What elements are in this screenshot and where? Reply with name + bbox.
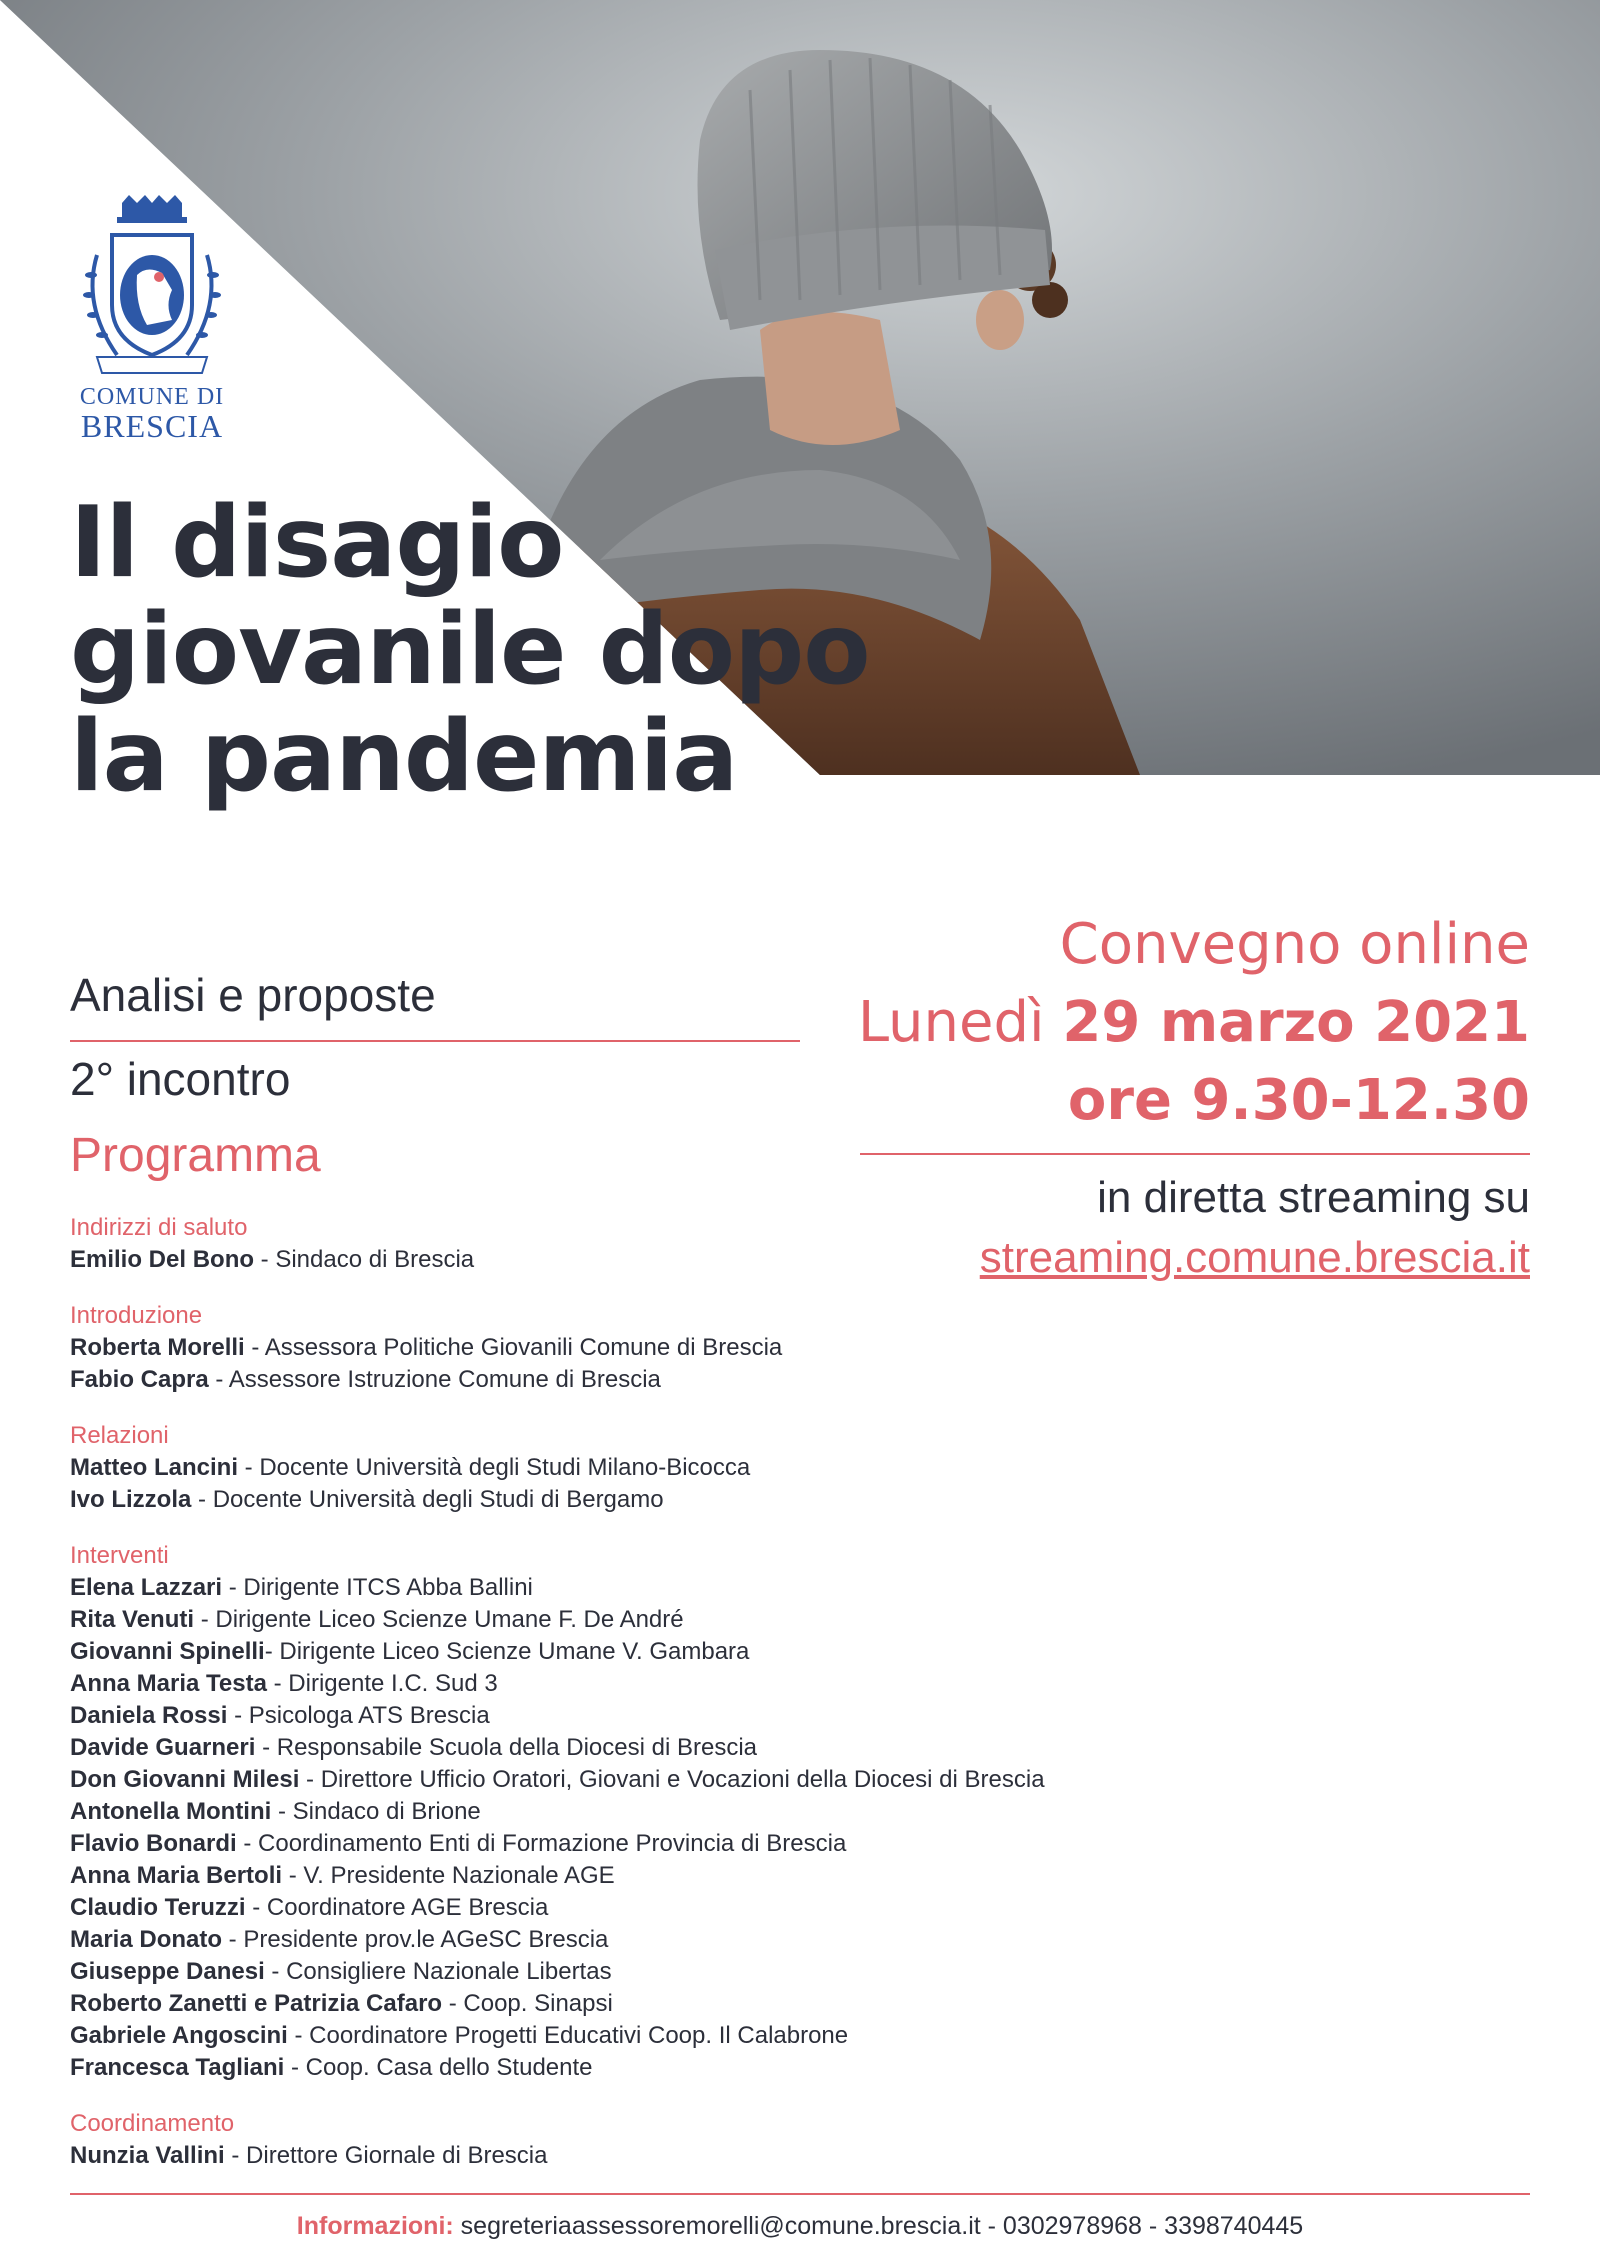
speaker-entry — [70, 1764, 1270, 1796]
event-info — [858, 906, 1530, 1140]
speaker-entry — [70, 1332, 1270, 1364]
speaker-role: - Dirigente Liceo Scienze Umane F. De André — [194, 1606, 684, 1633]
title-line-2: giovanile dopo — [70, 593, 870, 707]
main-title — [70, 486, 1170, 814]
speaker-role: - Coordinatore AGE Brescia — [245, 1894, 549, 1921]
comune-name — [72, 385, 232, 444]
divider-bottom — [70, 2193, 1530, 2195]
speaker-name: Roberto Zanetti e Patrizia Cafaro — [70, 1990, 443, 2017]
speaker-name: Giuseppe Danesi — [70, 1958, 265, 1985]
speaker-name: Claudio Teruzzi — [70, 1894, 246, 1921]
speaker-role: - Dirigente ITCS Abba Ballini — [222, 1574, 533, 1601]
section-title: Indirizzi di saluto — [70, 1214, 248, 1241]
streaming-link[interactable]: streaming.comune.brescia.it — [979, 1233, 1530, 1282]
speaker-entry — [70, 1732, 1270, 1764]
speaker-name: Francesca Tagliani — [70, 2054, 285, 2081]
speaker-name: Antonella Montini — [70, 1798, 272, 1825]
speaker-role: - Direttore Giornale di Brescia — [224, 2142, 548, 2169]
speaker-role: - Assessora Politiche Giovanili Comune di Brescia — [244, 1334, 783, 1361]
program-section — [70, 1540, 1270, 2084]
title-line-1: Il disagio — [70, 486, 564, 600]
speaker-entry — [70, 1244, 1270, 1276]
speaker-role: - Coop. Sinapsi — [442, 1990, 613, 2017]
speaker-role: - Psicologa ATS Brescia — [227, 1702, 490, 1729]
footer-contact-details: segreteriaassessoremorelli@comune.brescia.it - 0302978968 - 3398740445 — [453, 2212, 1304, 2240]
speaker-role: - Dirigente I.C. Sud 3 — [266, 1670, 498, 1697]
speaker-name: Giovanni Spinelli — [70, 1638, 265, 1665]
event-type: Convegno online — [1059, 912, 1530, 977]
speaker-name: Roberta Morelli — [70, 1334, 245, 1361]
speaker-entry — [70, 1572, 1270, 1604]
speaker-name: Davide Guarneri — [70, 1734, 256, 1761]
divider-left — [70, 1040, 800, 1042]
event-date — [858, 984, 1530, 1062]
speaker-name: Elena Lazzari — [70, 1574, 223, 1601]
speaker-name: Emilio Del Bono — [70, 1246, 255, 1273]
speaker-name: Maria Donato — [70, 1926, 223, 1953]
speaker-entry — [70, 2020, 1270, 2052]
speaker-role: - Docente Università degli Studi Milano-Bicocca — [238, 1454, 751, 1481]
footer-label: Informazioni: — [296, 2212, 454, 2240]
section-title: Introduzione — [70, 1302, 203, 1329]
streaming-text: in diretta streaming su — [1097, 1173, 1530, 1222]
subtitle: Analisi e proposte — [70, 969, 436, 1021]
speaker-role: - Coordinatore Progetti Educativi Coop. Il Calabrone — [287, 2022, 849, 2049]
speaker-name: Anna Maria Bertoli — [70, 1862, 283, 1889]
meeting-number: 2° incontro — [70, 1053, 291, 1105]
speaker-entry — [70, 1636, 1270, 1668]
speaker-entry — [70, 1700, 1270, 1732]
speaker-entry — [70, 1796, 1270, 1828]
speaker-name: Rita Venuti — [70, 1606, 195, 1633]
program-section — [70, 2108, 1270, 2172]
footer-contact — [0, 2212, 1600, 2241]
speaker-role: - Direttore Ufficio Oratori, Giovani e Vocazioni della Diocesi di Brescia — [299, 1766, 1045, 1793]
speaker-entry — [70, 1924, 1270, 1956]
speaker-role: - Presidente prov.le AGeSC Brescia — [222, 1926, 609, 1953]
speaker-entry — [70, 1860, 1270, 1892]
speaker-name: Don Giovanni Milesi — [70, 1766, 300, 1793]
speaker-role: - Consigliere Nazionale Libertas — [264, 1958, 612, 1985]
speaker-entry — [70, 1828, 1270, 1860]
speaker-name: Ivo Lizzola — [70, 1486, 192, 1513]
speaker-name: Gabriele Angoscini — [70, 2022, 288, 2049]
speaker-role: - Sindaco di Brescia — [254, 1246, 475, 1273]
speaker-role: - Responsabile Scuola della Diocesi di Brescia — [255, 1734, 757, 1761]
event-date-value: 29 marzo 2021 — [1062, 990, 1530, 1055]
section-title: Relazioni — [70, 1422, 169, 1449]
section-title: Interventi — [70, 1542, 169, 1569]
coat-of-arms-icon — [77, 195, 227, 380]
section-title: Coordinamento — [70, 2110, 235, 2137]
speaker-name: Flavio Bonardi — [70, 1830, 237, 1857]
speaker-entry — [70, 1892, 1270, 1924]
speaker-entry — [70, 1956, 1270, 1988]
speaker-role: - Dirigente Liceo Scienze Umane V. Gambara — [264, 1638, 750, 1665]
program-section — [70, 1212, 1270, 1276]
speaker-entry — [70, 1668, 1270, 1700]
program-list — [70, 1212, 1270, 2196]
speaker-role: - V. Presidente Nazionale AGE — [282, 1862, 615, 1889]
speaker-role: - Docente Università degli Studi di Bergamo — [191, 1486, 664, 1513]
speaker-entry — [70, 2140, 1270, 2172]
speaker-name: Anna Maria Testa — [70, 1670, 267, 1697]
speaker-role: - Sindaco di Brione — [271, 1798, 481, 1825]
speaker-role: - Assessore Istruzione Comune di Brescia — [208, 1366, 661, 1393]
speaker-entry — [70, 2052, 1270, 2084]
speaker-role: - Coordinamento Enti di Formazione Provincia di Brescia — [236, 1830, 847, 1857]
speaker-entry — [70, 1484, 1270, 1516]
speaker-name: Fabio Capra — [70, 1366, 209, 1393]
event-time: ore 9.30-12.30 — [1067, 1068, 1530, 1133]
speaker-entry — [70, 1364, 1270, 1396]
programma-heading: Programma — [70, 1129, 321, 1182]
speaker-entry — [70, 1988, 1270, 2020]
comune-logo — [72, 195, 232, 444]
speaker-name: Daniela Rossi — [70, 1702, 228, 1729]
comune-name-line2: BRESCIA — [80, 408, 224, 445]
speaker-name: Nunzia Vallini — [70, 2142, 225, 2169]
event-day: Lunedì — [857, 990, 1063, 1055]
title-line-3: la pandemia — [70, 700, 738, 814]
divider-right — [860, 1153, 1530, 1155]
speaker-entry — [70, 1452, 1270, 1484]
program-section — [70, 1420, 1270, 1516]
speaker-role: - Coop. Casa dello Studente — [284, 2054, 593, 2081]
speaker-name: Matteo Lancini — [70, 1454, 239, 1481]
comune-name-line1: COMUNE DI — [79, 384, 225, 410]
speaker-entry — [70, 1604, 1270, 1636]
program-section — [70, 1300, 1270, 1396]
